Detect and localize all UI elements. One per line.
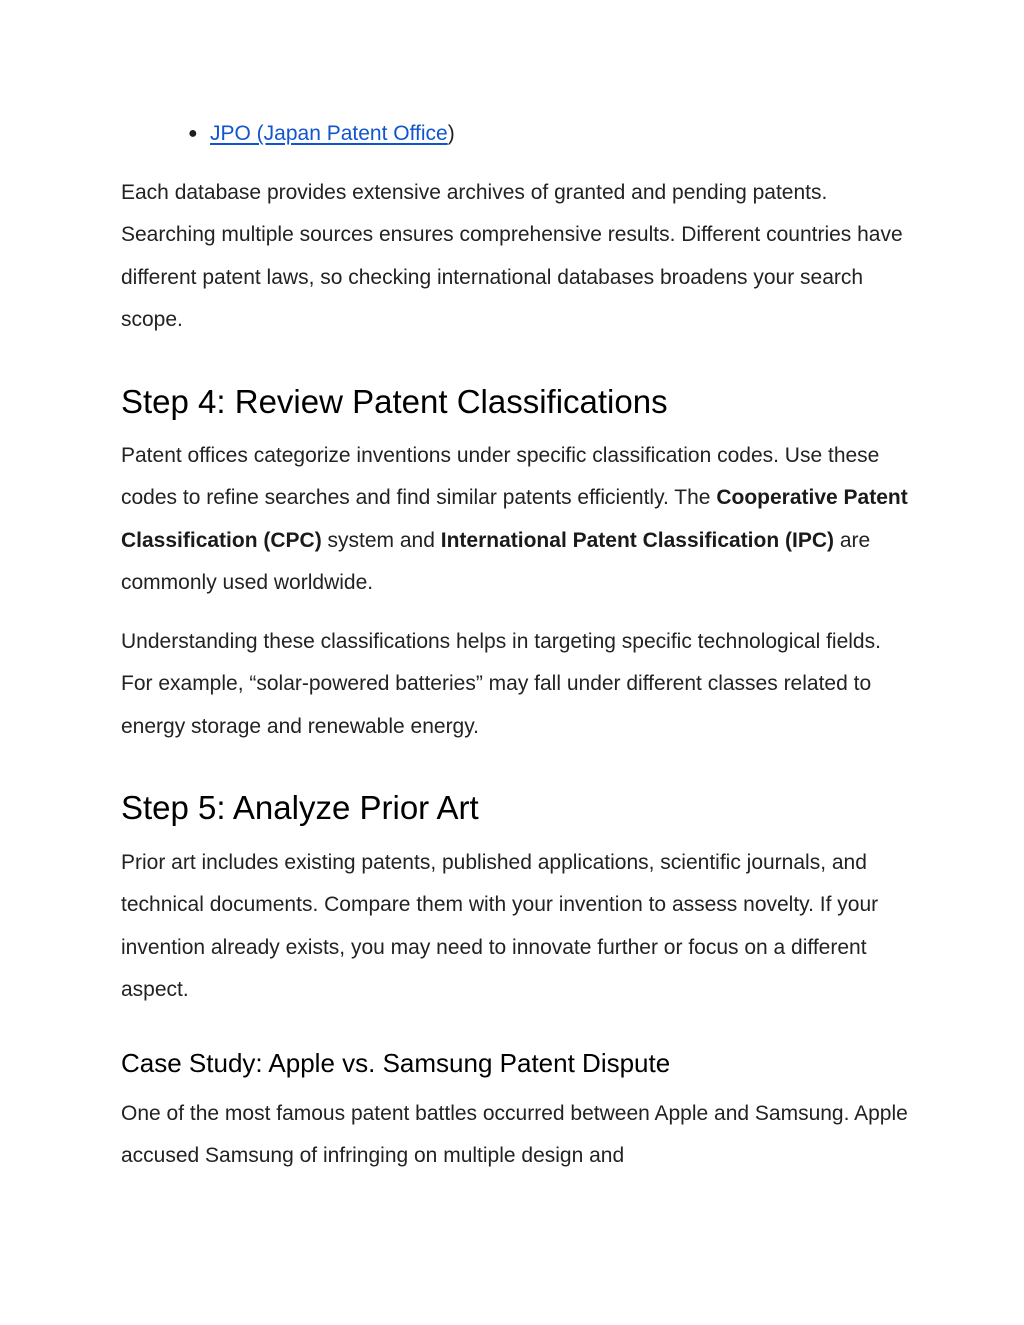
database-paragraph: Each database provides extensive archives of granted and pending patents. Searching multiple sources ensures comprehensive results. Different countries have different patent laws, so checking international databases broadens your search scope. bbox=[121, 181, 903, 331]
classification-text-b: system and bbox=[321, 528, 441, 552]
step4-heading: Step 4: Review Patent Classifications bbox=[121, 383, 668, 420]
case-study-paragraph: One of the most famous patent battles occurred between Apple and Samsung. Apple accused Samsung of infringing on multiple design and bbox=[121, 1102, 908, 1168]
bullet-dot-icon: ● bbox=[188, 125, 198, 142]
case-study-heading: Case Study: Apple vs. Samsung Patent Dispute bbox=[121, 1048, 671, 1078]
classification-paragraph bbox=[121, 435, 911, 604]
cpc-term: Cooperative Patent Classification (CPC) bbox=[121, 486, 908, 552]
ipc-term: International Patent Classification (IPC) bbox=[440, 528, 834, 552]
understanding-paragraph: Understanding these classifications helps in targeting specific technological fields. For example, “solar-powered batteries” may fall under different classes related to energy storage and renewable energy. bbox=[121, 630, 881, 738]
jpo-link[interactable]: JPO (Japan Patent Office bbox=[210, 122, 448, 145]
prior-art-paragraph: Prior art includes existing patents, published applications, scientific journals, and technical documents. Compare them with your invention to assess novelty. If your invention already exists, you may need to innovate further or focus on a different aspect. bbox=[121, 851, 879, 1001]
classification-text-a: Patent offices categorize inventions under specific classification codes. Use these codes to refine searches and find similar patents efficiently. The bbox=[121, 444, 880, 510]
list-item-jpo bbox=[188, 118, 455, 150]
link-suffix: ) bbox=[447, 122, 455, 145]
classification-text-c: are commonly used worldwide. bbox=[121, 528, 871, 594]
step5-heading: Step 5: Analyze Prior Art bbox=[121, 789, 479, 826]
